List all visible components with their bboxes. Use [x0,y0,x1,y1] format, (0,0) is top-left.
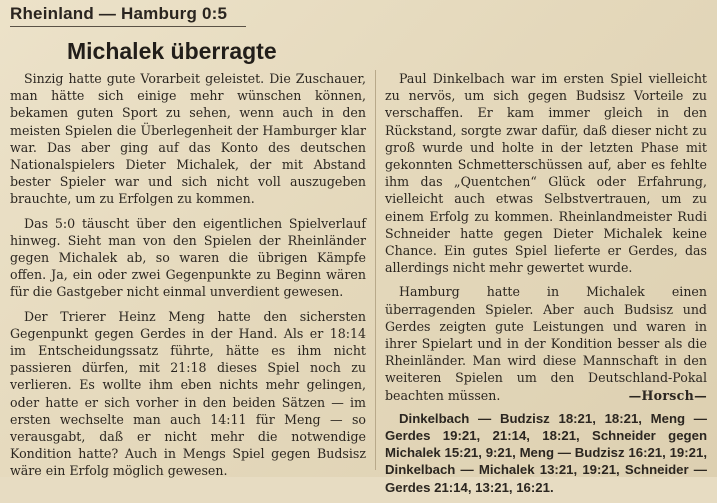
article-headline: Michalek überragte [67,38,277,64]
paragraph: Paul Dinkelbach war im ersten Spiel vielleicht zu nervös, um sich gegen Budsisz Vorteile zu verschaffen. Er kam immer gleich in den Rückstand, sorgte zwar dafür, daß dieser nicht zu groß wurde und holte in der letzten Phase mit gekonnten Schmetterschüssen auf, aber es fehlte ihm das „Quentchen“ Glück oder Erfahrung, vielleicht auch etwas Selbstvertrauen, um zu einem Erfolg zu kommen. Rheinlandmeister Rudi Schneider hatte gegen Dieter Michalek keine Chance. Ein gutes Spiel lieferte er Gerdes, das allerdings nicht mehr gewertet wurde. [385,71,707,276]
paragraph: Das 5:0 täuscht über den eigentlichen Spielverlauf hinweg. Sieht man von den Spielen der Rheinländer gegen Michalek ab, so waren die übrigen Kämpfe offen. Ja, ein oder zwei Gegenpunkte zu Beginn wären für die Gastgeber nicht einmal unverdient gewesen. [10,215,366,300]
paragraph: Sinzig hatte gute Vorarbeit geleistet. Die Zuschauer, man hätte sich einige mehr wünschen können, bekamen guten Sport zu sehen, wenn auch in den meisten Spielen die Überlegenheit der Hamburger klar war. Das aber ging auf das Konto des deutschen Nationalspielers Dieter Michalek, der mit Abstand bester Spieler war und sich nicht voll auszugeben brauchte, um zu Erfolgen zu kommen. [10,71,366,207]
right-column [385,70,707,503]
column-divider [375,70,376,470]
match-results: Dinkelbach — Budzisz 18:21, 18:21, Meng — Gerdes 19:21, 21:14, 18:21, Schneider gegen Michalek 15:21, 9:21, Meng — Budzisz 16:21, 19:21, Dinkelbach — Michalek 13:21, 19:21, Schneider — Gerdes 21:14, 13:21, 16:21. [385,410,707,495]
left-column [10,70,366,487]
paragraph: Der Trierer Heinz Meng hatte den sichersten Gegenpunkt gegen Gerdes in der Hand. Als er 18:14 im Entscheidungssatz führte, hätte es ihm nicht passieren dürfen, mit 21:18 dieses Spiel noch zu verlieren. Es wollte ihm eben nichts mehr gelingen, oder hatte er sich vorher in den beiden Sätzen — im ersten wechselte man auch 14:11 für Meng — so verausgabt, daß er nicht mehr die notwendige Kondition hatte? Auch in Mengs Spiel gegen Budsisz wäre ein Erfolg möglich gewesen. [10,308,366,479]
paragraph-signed [385,283,707,403]
paragraph-text: Hamburg hatte in Michalek einen überragenden Spieler. Aber auch Budsisz und Gerdes zeigten gute Leistungen und waren in ihrer Spielart und in der Kondition besser als die Rheinländer. Man wird diese Mannschaft in den weiteren Spielen um den Deutschland-Pokal beachten müssen. [385,284,707,403]
match-result-kicker: Rheinland — Hamburg 0:5 [10,4,228,23]
kicker-underline [10,26,246,27]
author-signature: —Horsch— [628,387,707,403]
